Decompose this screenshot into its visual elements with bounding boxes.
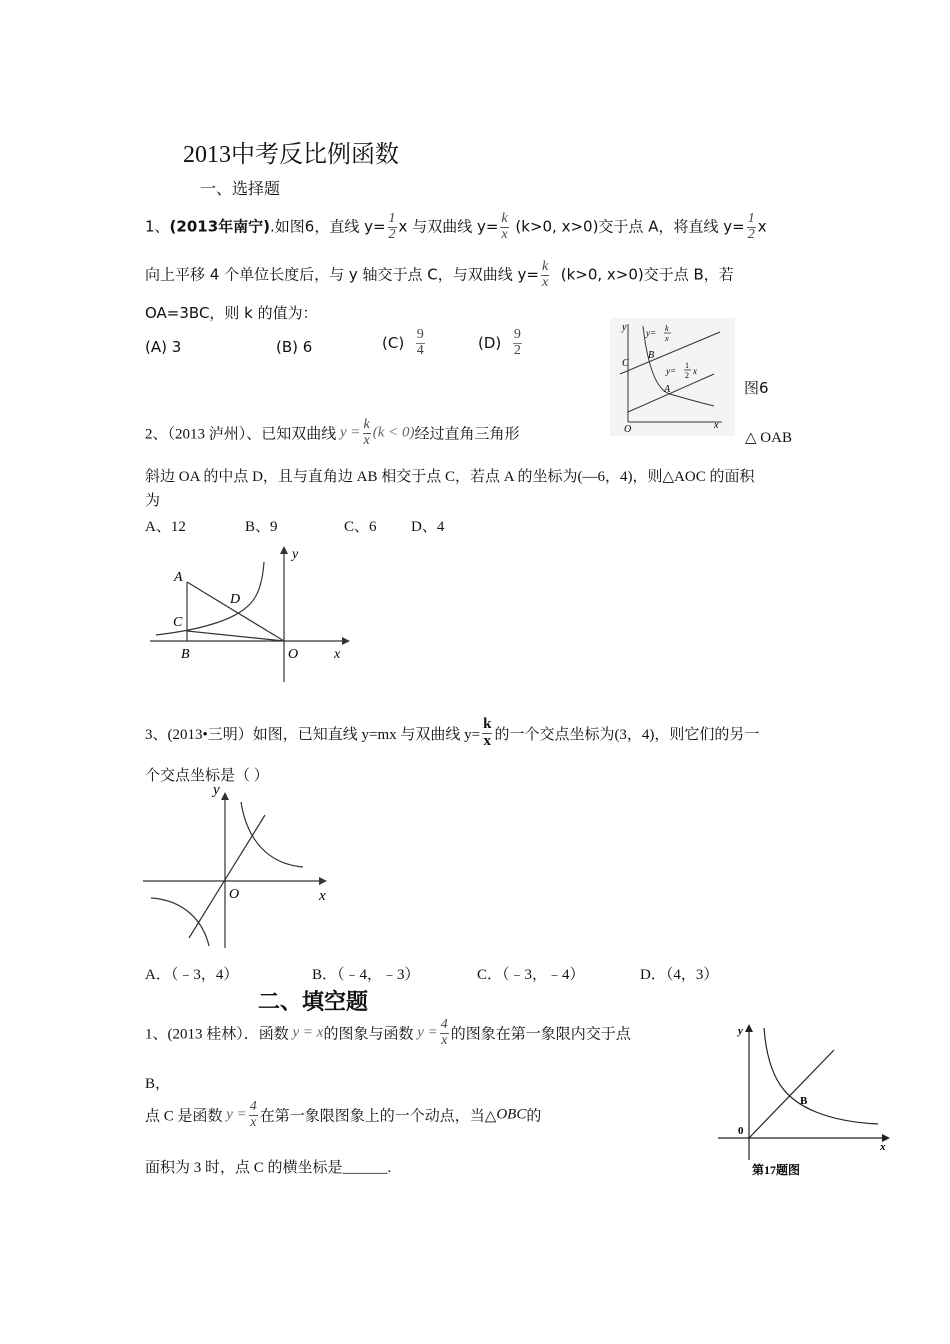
q2-line2: 斜边 OA 的中点 D，且与直角边 AB 相交于点 C，若点 A 的坐标为(—6，4)，则△AOC 的面积 (145, 469, 755, 485)
q1-source: (2013年南宁) (169, 217, 271, 236)
q2-frac-kx: $\frac{k}{x}$ (363, 417, 370, 448)
q3-text-b: 的一个交点坐标为(3，4)，则它们的另一 (494, 726, 760, 743)
q2-eq-y: y = (340, 424, 361, 441)
q2-y-arrow (280, 546, 288, 554)
q1-frac-kx: $\frac{k}{x}$ (501, 211, 508, 242)
q2-fig-a-label: A (174, 570, 183, 585)
q3-option-c: C．（﹣3，﹣4） (477, 967, 585, 983)
q3-y-arrow (221, 792, 229, 800)
q3-option-d: D．（4，3） (640, 967, 719, 983)
q3-fig-x-label: x (319, 888, 326, 904)
q2-option-c: C、6 (344, 519, 377, 535)
q2-fig-x-label: x (334, 647, 341, 662)
q2-line3: 为 (145, 493, 161, 509)
f1-hyperbola (764, 1028, 878, 1124)
q1-option-d: (D) $\frac{9}{2}$ (478, 327, 521, 358)
q1-fig-eq1-num: k (665, 324, 669, 333)
f1-figure-caption: 第17题图 (752, 1163, 801, 1177)
q2-figure (150, 542, 360, 687)
q2-option-b: B、9 (245, 519, 278, 535)
q2-line1 (145, 418, 520, 448)
q3-fig-y-label: y (213, 782, 220, 798)
f1-text-c: 的图象在第一象限内交于点 (450, 1026, 631, 1043)
q1-line3: OA=3BC，则 k 的值为： (145, 304, 318, 322)
q1-number: 1、 (145, 217, 170, 236)
q1-fig-o-label: O (624, 424, 632, 435)
q3-option-a: A．（﹣3，4） (145, 967, 239, 983)
page-title: 2013中考反比例函数 (183, 142, 399, 168)
f1-frac-4x: $\frac{4}{x}$ (440, 1017, 448, 1048)
q2-option-d: D、4 (411, 519, 445, 535)
f1-text-f: 的 (526, 1108, 542, 1125)
q1-fig-eq2-den: 2 (685, 371, 689, 380)
q3-figure (143, 780, 343, 952)
f1-text-e: 在第一象限图象上的一个动点，当△ (259, 1108, 497, 1125)
q1-text-d: x (757, 217, 767, 236)
section-heading-fill: 二、填空题 (258, 990, 369, 1015)
q1-fig-x-label: x (714, 420, 719, 431)
q1-option-a: (A) 3 (145, 338, 182, 356)
q2-text-a: 2、（2013 泸州）、已知双曲线 (145, 426, 337, 443)
q1-fig-y-label: y (622, 322, 627, 333)
q2-fig-d-label: D (230, 592, 241, 607)
q3-line2: 个交点坐标是（ ） (145, 768, 269, 784)
q1-figure-bg (610, 318, 735, 436)
f1-obc: OBC (496, 1106, 527, 1123)
f1-frac-4x-2: $\frac{4}{x}$ (249, 1099, 257, 1130)
f1-fig-x-label: x (880, 1141, 886, 1153)
q3-x-arrow (319, 877, 327, 885)
q1-fig-a-label: A (664, 384, 671, 395)
f1-line3 (145, 1100, 541, 1130)
f1-eq3-y: y = (226, 1106, 247, 1123)
q1-text-e: 向上平移 4 个单位长度后，与 y 轴交于点 C，与双曲线 y= (145, 265, 539, 284)
q2-fig-o-label: O (288, 647, 299, 662)
q1-fig-eq2-num: 1 (685, 361, 689, 370)
q2-fig-y-label: y (292, 547, 299, 562)
q3-hyperbola-branch-1 (241, 802, 303, 867)
q2-option-a: A、12 (145, 519, 186, 535)
q1-option-d-frac: $\frac{9}{2}$ (513, 327, 521, 358)
f1-line1 (145, 1018, 631, 1048)
f1-eq2-y: y = (417, 1024, 438, 1041)
f1-fig-b-label: B (800, 1095, 808, 1107)
q1-figure (610, 318, 735, 436)
q3-line1 (145, 717, 759, 750)
f1-fig-y-label: y (738, 1025, 743, 1037)
q2-fig-c-label: C (173, 615, 183, 630)
f1-line2: B， (145, 1076, 171, 1092)
q2-triangle-label: △ OAB (745, 430, 792, 446)
q1-fig-eq2-lhs: y= (666, 366, 677, 376)
f1-text-d: 点 C 是函数 (145, 1108, 223, 1125)
f1-y-arrow (745, 1024, 753, 1032)
q1-line1 (145, 212, 767, 242)
q1-line2 (145, 260, 734, 290)
q1-fig-eq1-lhs: y= (646, 328, 657, 338)
q3-fig-o-label: O (229, 887, 240, 902)
f1-text-b: 的图象与函数 (323, 1026, 414, 1043)
q3-line-y-mx (189, 815, 265, 938)
q3-option-b: B．（﹣4，﹣3） (312, 967, 420, 983)
q2-x-arrow (342, 637, 350, 645)
q1-option-c: (C) $\frac{9}{4}$ (382, 327, 424, 358)
q1-fig-eq2-var: x (693, 366, 697, 376)
f1-line-y-x (749, 1050, 834, 1138)
q3-hyperbola-branch-2 (151, 898, 209, 946)
q1-frac-kx-2: $\frac{k}{x}$ (541, 259, 549, 290)
q2-fig-b-label: B (181, 647, 190, 662)
f1-line4: 面积为 3 时，点 C 的横坐标是______. (145, 1160, 392, 1176)
q1-text-a: .如图6，直线 y= (270, 217, 386, 236)
q1-option-c-frac: $\frac{9}{4}$ (416, 327, 424, 358)
q1-fig-eq1-den: x (665, 334, 669, 343)
f1-fig-o-label: 0 (738, 1125, 744, 1137)
q1-frac-half: $\frac{1}{2}$ (388, 211, 396, 242)
f1-eq1: y = x (292, 1024, 324, 1041)
q3-text-a: 3、(2013•三明）如图，已知直线 y=mx 与双曲线 y= (145, 726, 481, 743)
q1-text-b: x 与双曲线 y= (398, 217, 499, 236)
q1-option-b: (B) 6 (276, 338, 313, 356)
q1-fig-c-label: C (622, 358, 629, 369)
f1-figure (716, 1020, 896, 1180)
q1-text-f: (k>0, x>0)交于点 B，若 (560, 265, 734, 284)
q2-text-b: 经过直角三角形 (414, 426, 520, 443)
q3-frac-kx: $\frac{k}{x}$ (483, 716, 492, 749)
q1-fig-b-label: B (648, 350, 655, 361)
q1-figure-caption: 图6 (744, 379, 769, 397)
section-heading-choice: 一、选择题 (200, 181, 281, 198)
q2-eq-cond: (k < 0) (372, 424, 415, 441)
q1-text-c: (k>0, x>0)交于点 A，将直线 y= (515, 217, 745, 236)
f1-text-a: 1、(2013 桂林）．函数 (145, 1026, 289, 1043)
q1-frac-half-2: $\frac{1}{2}$ (747, 211, 755, 242)
